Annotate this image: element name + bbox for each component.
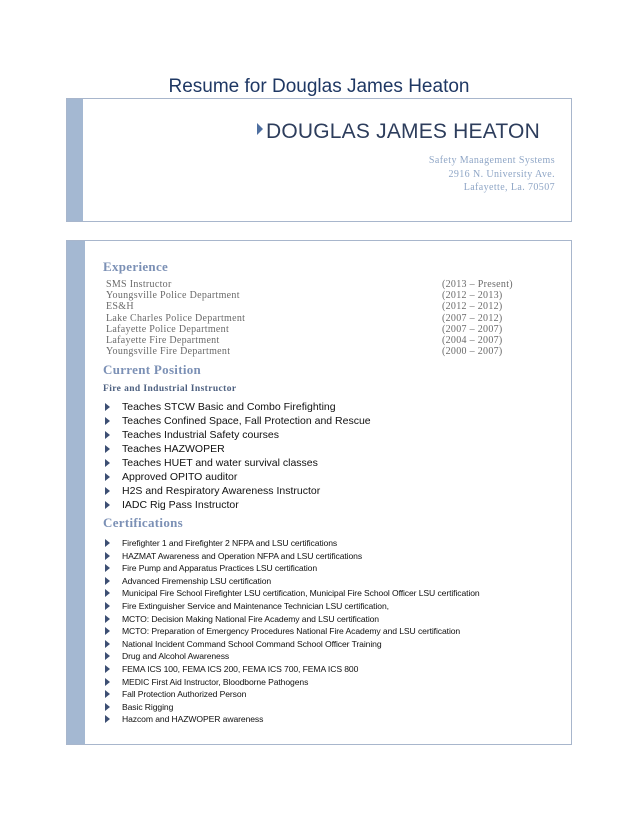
bullet-item — [103, 625, 480, 638]
bullet-text: Fire Extinguisher Service and Maintenance Technician LSU certification, — [122, 600, 389, 611]
bullet-item — [103, 414, 371, 428]
bullet-item — [103, 613, 480, 626]
bullet-text: Teaches Industrial Safety courses — [122, 429, 279, 441]
bullet-arrow-icon — [105, 652, 110, 660]
experience-role: SMS Instructor — [106, 279, 172, 290]
experience-role: Lafayette Fire Department — [106, 335, 220, 346]
bullet-item — [103, 676, 480, 689]
bullet-item — [103, 701, 480, 714]
address-line-company: Safety Management Systems — [428, 155, 555, 166]
bullet-arrow-icon — [105, 445, 110, 453]
bullet-item — [103, 587, 480, 600]
bullet-item — [103, 638, 480, 651]
bullet-text: MEDIC First Aid Instructor, Bloodborne Pathogens — [122, 676, 309, 687]
bullet-item — [103, 428, 371, 442]
certifications-list — [103, 537, 480, 726]
header-accent-bar — [67, 99, 83, 221]
experience-row — [106, 346, 526, 357]
experience-role: ES&H — [106, 301, 134, 313]
bullet-text: Teaches Confined Space, Fall Protection and Rescue — [122, 415, 371, 427]
bullet-arrow-icon — [105, 459, 110, 467]
document-title: Resume for Douglas James Heaton — [168, 76, 470, 97]
certifications-heading: Certifications — [103, 515, 184, 530]
experience-years: (2000 – 2007) — [442, 346, 503, 358]
candidate-name-text: DOUGLAS JAMES HEATON — [266, 120, 540, 143]
address-line-street: 2916 N. University Ave. — [448, 169, 555, 180]
bullet-arrow-icon — [105, 615, 110, 623]
experience-years: (2007 – 2007) — [442, 323, 503, 335]
bullet-arrow-icon — [105, 703, 110, 711]
experience-years: (2012 – 2013) — [442, 290, 503, 302]
bullet-item — [103, 442, 371, 456]
experience-row — [106, 313, 526, 324]
experience-heading: Experience — [103, 259, 169, 274]
experience-years: (2012 – 2012) — [442, 301, 503, 313]
bullet-arrow-icon — [105, 640, 110, 648]
bullet-text: Approved OPITO auditor — [122, 471, 238, 483]
bullet-text: MCTO: Decision Making National Fire Academy and LSU certification — [122, 613, 379, 624]
bullet-text: Basic Rigging — [122, 701, 174, 712]
bullet-arrow-icon — [105, 403, 110, 411]
bullet-item — [103, 484, 371, 498]
bullet-item — [103, 650, 480, 663]
address-line-city: Lafayette, La. 70507 — [463, 182, 555, 193]
bullet-text: Hazcom and HAZWOPER awareness — [122, 714, 264, 725]
bullet-item — [103, 537, 480, 550]
bullet-arrow-icon — [105, 665, 110, 673]
bullet-text: H2S and Respiratory Awareness Instructor — [122, 485, 321, 497]
bullet-text: Fall Protection Authorized Person — [122, 689, 247, 700]
current-position-list — [103, 400, 371, 512]
experience-years: (2004 – 2007) — [442, 335, 503, 346]
candidate-name — [257, 120, 540, 144]
bullet-text: Teaches HAZWOPER — [122, 443, 225, 455]
experience-role: Lake Charles Police Department — [106, 312, 246, 324]
bullet-text: Teaches STCW Basic and Combo Firefighting — [122, 401, 336, 413]
bullet-arrow-icon — [105, 487, 110, 495]
experience-role: Youngsville Fire Department — [106, 346, 231, 358]
bullet-text: Teaches HUET and water survival classes — [122, 457, 318, 469]
bullet-arrow-icon — [105, 473, 110, 481]
bullet-arrow-icon — [105, 501, 110, 509]
bullet-text: Fire Pump and Apparatus Practices LSU certification — [122, 563, 318, 574]
bullet-item — [103, 470, 371, 484]
bullet-item — [103, 688, 480, 701]
bullet-item — [103, 562, 480, 575]
bullet-text: Drug and Alcohol Awareness — [122, 651, 230, 662]
bullet-arrow-icon — [105, 690, 110, 698]
experience-role: Lafayette Police Department — [106, 323, 230, 335]
experience-row — [106, 290, 526, 301]
bullet-arrow-icon — [105, 589, 110, 597]
main-accent-bar — [67, 241, 85, 744]
bullet-text: National Incident Command School Command School Officer Training — [122, 638, 382, 649]
experience-years: (2013 – Present) — [442, 279, 513, 290]
bullet-arrow-icon — [105, 564, 110, 572]
bullet-arrow-icon — [105, 417, 110, 425]
bullet-text: FEMA ICS 100, FEMA ICS 200, FEMA ICS 700, FEMA ICS 800 — [122, 663, 359, 674]
bullet-item — [103, 713, 480, 726]
bullet-text: Municipal Fire School Firefighter LSU certification, Municipal Fire School Officer LSU certification — [122, 588, 480, 599]
header-box — [66, 98, 572, 222]
bullet-item — [103, 575, 480, 588]
bullet-text: Advanced Firemenship LSU certification — [122, 575, 272, 586]
bullet-arrow-icon — [105, 577, 110, 585]
bullet-item — [103, 456, 371, 470]
bullet-item — [103, 498, 371, 512]
bullet-text: Firefighter 1 and Firefighter 2 NFPA and LSU certifications — [122, 538, 338, 548]
bullet-text: MCTO: Preparation of Emergency Procedures National Fire Academy and LSU certification — [122, 626, 461, 637]
experience-row — [106, 301, 526, 312]
bullet-item — [103, 663, 480, 676]
bullet-item — [103, 400, 371, 414]
bullet-arrow-icon — [105, 539, 110, 547]
arrow-right-icon — [257, 123, 263, 135]
experience-row — [106, 324, 526, 335]
bullet-arrow-icon — [105, 431, 110, 439]
bullet-arrow-icon — [105, 715, 110, 723]
bullet-text: HAZMAT Awareness and Operation NFPA and LSU certifications — [122, 550, 363, 561]
current-position-heading: Current Position — [103, 362, 202, 377]
bullet-arrow-icon — [105, 627, 110, 635]
experience-years: (2007 – 2012) — [442, 312, 503, 324]
bullet-text: IADC Rig Pass Instructor — [122, 499, 239, 511]
bullet-item — [103, 600, 480, 613]
bullet-item — [103, 550, 480, 563]
bullet-arrow-icon — [105, 678, 110, 686]
current-position-subheading: Fire and Industrial Instructor — [103, 384, 237, 394]
experience-row — [106, 335, 526, 346]
bullet-arrow-icon — [105, 552, 110, 560]
experience-row — [106, 279, 526, 290]
experience-role: Youngsville Police Department — [106, 290, 240, 302]
bullet-arrow-icon — [105, 602, 110, 610]
